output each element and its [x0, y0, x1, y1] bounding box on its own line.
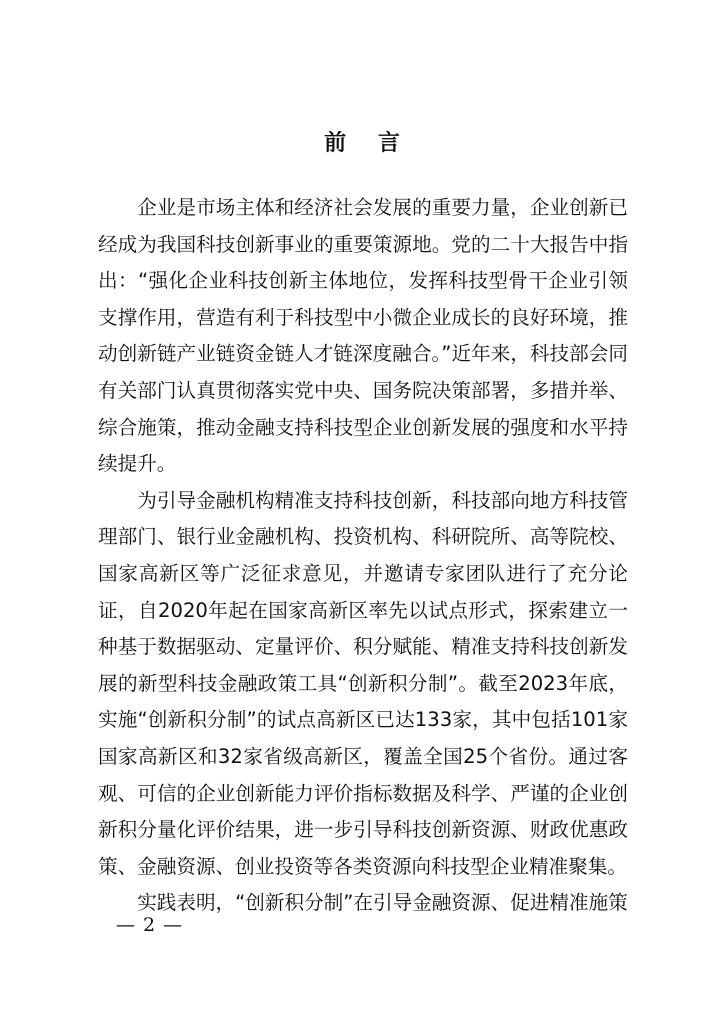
page-title: 前 言 — [324, 131, 412, 156]
body-text — [98, 190, 628, 922]
paragraph-1: 企业是市场主体和经济社会发展的重要力量，企业创新已经成为我国科技创新事业的重要策源地。党的二十大报告中指出：“强化企业科技创新主体地位，发挥科技型骨干企业引领支撑作用，营造有利于科技型中小微企业成长的良好环境，推动创新链产业链资金链人才链深度融合。”近年来，科技部会同有关部门认真贯彻落实党中央、国务院决策部署，多措并举、综合施策，推动金融支持科技型企业创新发展的强度和水平持续提升。 — [98, 196, 628, 476]
paragraph-3: 实践表明，“创新积分制”在引导金融资源、促进精准施策 — [137, 891, 628, 915]
paragraph-2: 为引导金融机构精准支持科技创新，科技部向地方科技管理部门、银行业金融机构、投资机构、科研院所、高等院校、国家高新区等广泛征求意见，并邀请专家团队进行了充分论证，自2020年起在国家高新区率先以试点形式，探索建立一种基于数据驱动、定量评价、积分赋能、精准支持科技创新发展的新型科技金融政策工具“创新积分制”。截至2023年底，实施“创新积分制”的试点高新区已达133家，其中包括101家国家高新区和32家省级高新区，覆盖全国25个省份。通过客观、可信的企业创新能力评价指标数据及科学、严谨的企业创新积分量化评价结果，进一步引导科技创新资源、财政优惠政策、金融资源、创业投资等各类资源向科技型企业精准聚集。 — [98, 488, 628, 878]
page-number: — 2 — — [116, 914, 184, 936]
